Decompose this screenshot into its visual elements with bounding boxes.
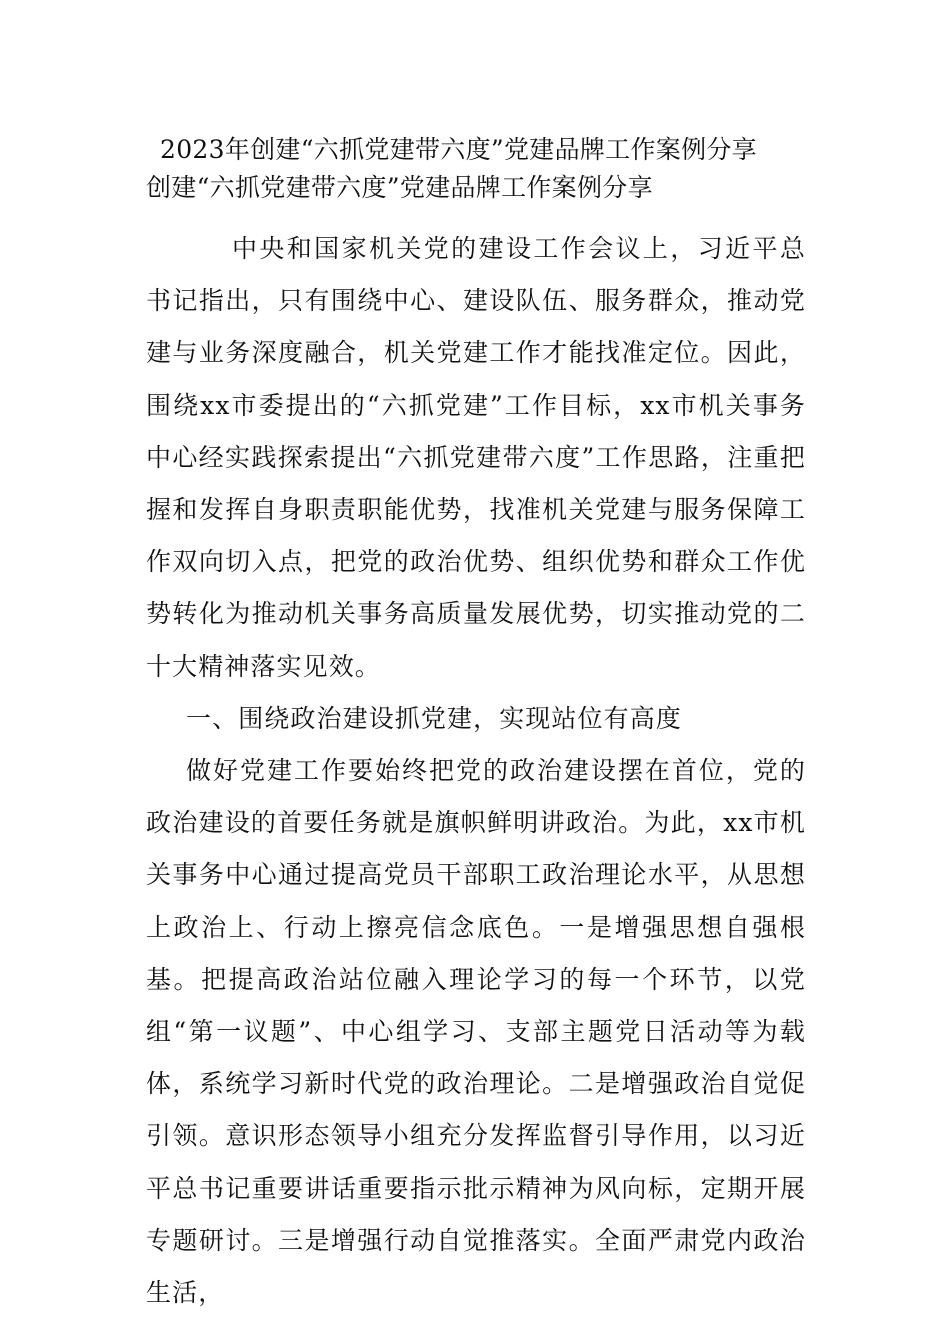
intro-paragraph: 中央和国家机关党的建设工作会议上，习近平总书记指出，只有围绕中心、建设队伍、服务群众，推动党建与业务深度融合，机关党建工作才能找准定位。因此，围绕xx市委提出的“六抓党建”工作目标，xx市机关事务中心经实践探索提出“六抓党建带六度”工作思路，注重把握和发挥自身职责职能优势，找准机关党建与服务保障工作双向切入点，把党的政治优势、组织优势和群众工作优势转化为推动机关事务高质量发展优势，切实推动党的二十大精神落实见效。 [146,234,806,681]
document-subtitle: 创建“六抓党建带六度”党建品牌工作案例分享 [146,173,653,202]
section-paragraph: 做好党建工作要始终把党的政治建设摆在首位，党的政治建设的首要任务就是旗帜鲜明讲政治。为此，xx市机关事务中心通过提高党员干部职工政治理论水平，从思想上政治上、行动上擦亮信念底色。一是增强思想自强根基。把提高政治站位融入理论学习的每一个环节，以党组“第一议题”、中心组学习、支部主题党日活动等为载体，系统学习新时代党的政治理论。二是增强政治自觉促引领。意识形态领导小组充分发挥监督引导作用，以习近平总书记重要讲话重要指示批示精神为风向标，定期开展专题研讨。三是增强行动自觉推落实。全面严肃党内政治生活， [146,756,806,1308]
document-body [146,131,806,1319]
section-heading: 一、围绕政治建设抓党建，实现站位有高度 [186,703,682,733]
document-title: 2023年创建“六抓党建带六度”党建品牌工作案例分享 [160,135,757,164]
